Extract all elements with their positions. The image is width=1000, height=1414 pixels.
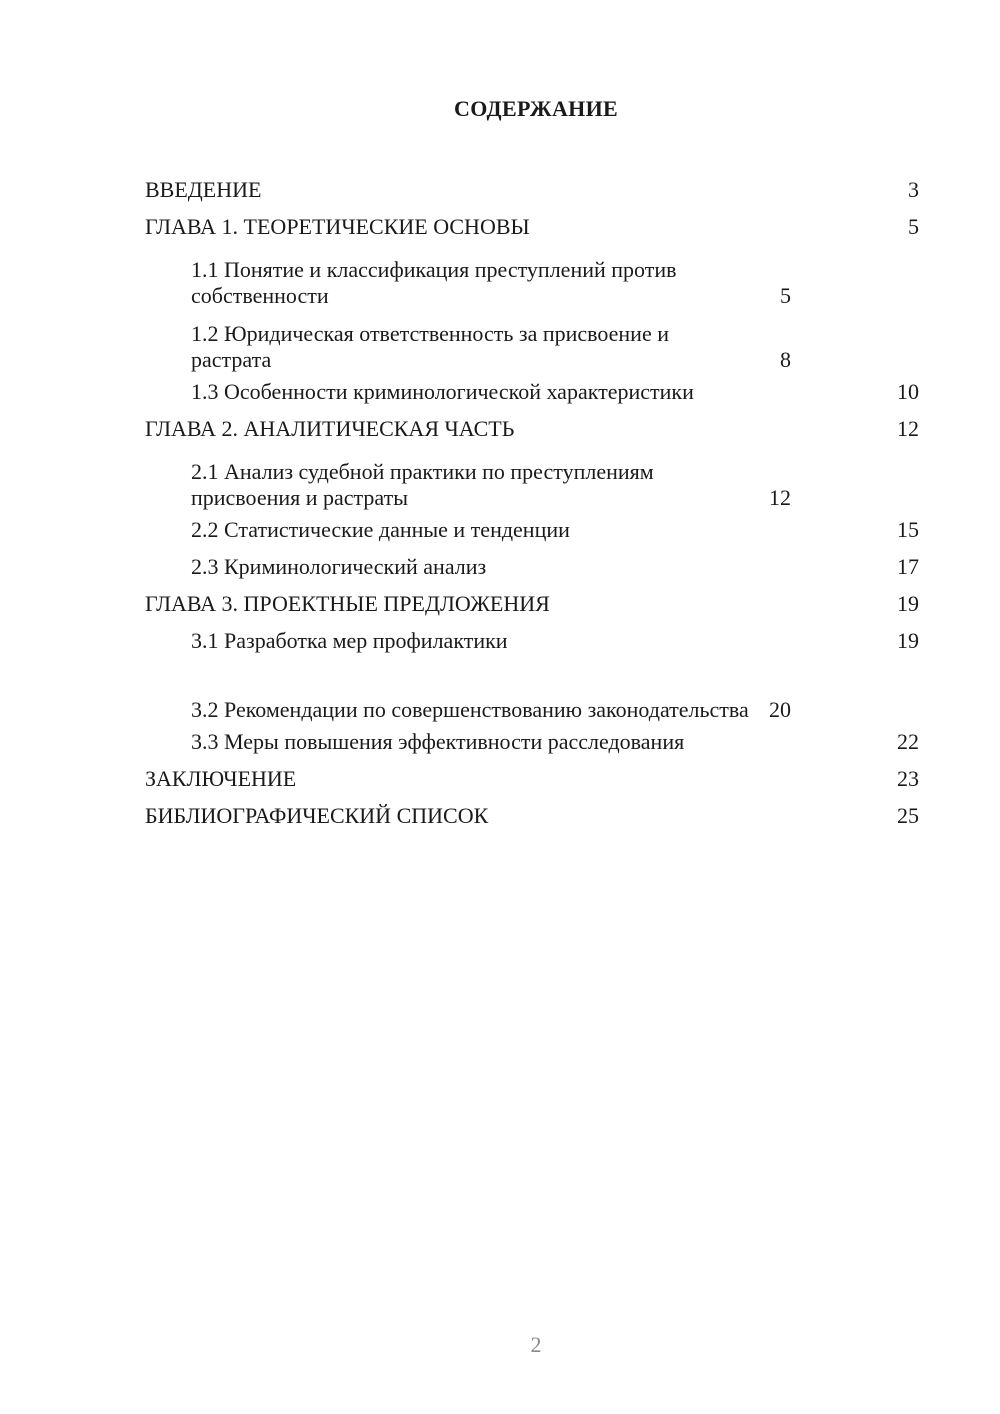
toc-entry-page: 15 (897, 516, 919, 542)
toc-entry-page: 17 (897, 553, 919, 579)
toc-entry-section-1-3[interactable] (145, 373, 919, 410)
toc-entry-page: 19 (897, 627, 919, 653)
toc-entry-chapter-1[interactable] (145, 208, 919, 245)
toc-entry-label: 2.1 Анализ судебной практики по преступлениям присвоения и растраты (191, 459, 654, 510)
toc-entry-page: 8 (780, 347, 791, 372)
page-title: СОДЕРЖАНИЕ (454, 96, 618, 121)
table-of-contents (145, 171, 919, 834)
toc-entry-label: ЗАКЛЮЧЕНИЕ (145, 765, 297, 791)
toc-entry-label: 2.2 Статистические данные и тенденции (191, 516, 570, 542)
toc-entry-introduction[interactable] (145, 171, 919, 208)
toc-entry-page: 5 (908, 213, 919, 239)
toc-entry-chapter-2[interactable] (145, 410, 919, 447)
toc-entry-label: 1.3 Особенности криминологической характеристики (191, 378, 694, 404)
toc-entry-label: 3.1 Разработка мер профилактики (191, 627, 508, 653)
toc-entry-label: ВВЕДЕНИЕ (145, 176, 262, 202)
toc-entry-page: 5 (780, 283, 791, 308)
toc-entry-label: ГЛАВА 3. ПРОЕКТНЫЕ ПРЕДЛОЖЕНИЯ (145, 590, 550, 616)
toc-entry-label: 1.1 Понятие и классификация преступлений против собственности (191, 257, 677, 308)
toc-entry-section-3-1[interactable] (145, 622, 919, 659)
toc-entry-label: 1.2 Юридическая ответственность за присвоение и растрата (191, 321, 669, 372)
toc-entry-label: 3.3 Меры повышения эффективности расследования (191, 728, 685, 754)
toc-entry-chapter-3[interactable] (145, 585, 919, 622)
toc-entry-label: 3.2 Рекомендации по совершенствованию законодательства (191, 697, 749, 722)
toc-entry-section-2-1[interactable] (145, 447, 919, 511)
toc-entry-page: 10 (897, 378, 919, 404)
page-number: 2 (530, 1332, 542, 1357)
toc-entry-section-3-2[interactable] (145, 659, 919, 723)
toc-entry-page: 3 (908, 176, 919, 202)
toc-entry-label: ГЛАВА 1. ТЕОРЕТИЧЕСКИЕ ОСНОВЫ (145, 213, 530, 239)
toc-entry-page: 12 (897, 415, 919, 441)
toc-entry-bibliography[interactable] (145, 797, 919, 834)
toc-entry-section-1-2[interactable] (145, 309, 919, 373)
toc-entry-label: ГЛАВА 2. АНАЛИТИЧЕСКАЯ ЧАСТЬ (145, 415, 515, 441)
toc-entry-section-2-2[interactable] (145, 511, 919, 548)
toc-entry-page: 20 (769, 697, 791, 722)
toc-entry-page: 25 (897, 802, 919, 828)
toc-entry-label: БИБЛИОГРАФИЧЕСКИЙ СПИСОК (145, 802, 489, 828)
toc-entry-page: 19 (897, 590, 919, 616)
toc-entry-section-1-1[interactable] (145, 245, 919, 309)
toc-entry-label: 2.3 Криминологический анализ (191, 553, 487, 579)
toc-entry-page: 22 (897, 728, 919, 754)
toc-entry-section-2-3[interactable] (145, 548, 919, 585)
toc-entry-section-3-3[interactable] (145, 723, 919, 760)
toc-entry-conclusion[interactable] (145, 760, 919, 797)
toc-entry-page: 12 (769, 485, 791, 510)
toc-entry-page: 23 (897, 765, 919, 791)
